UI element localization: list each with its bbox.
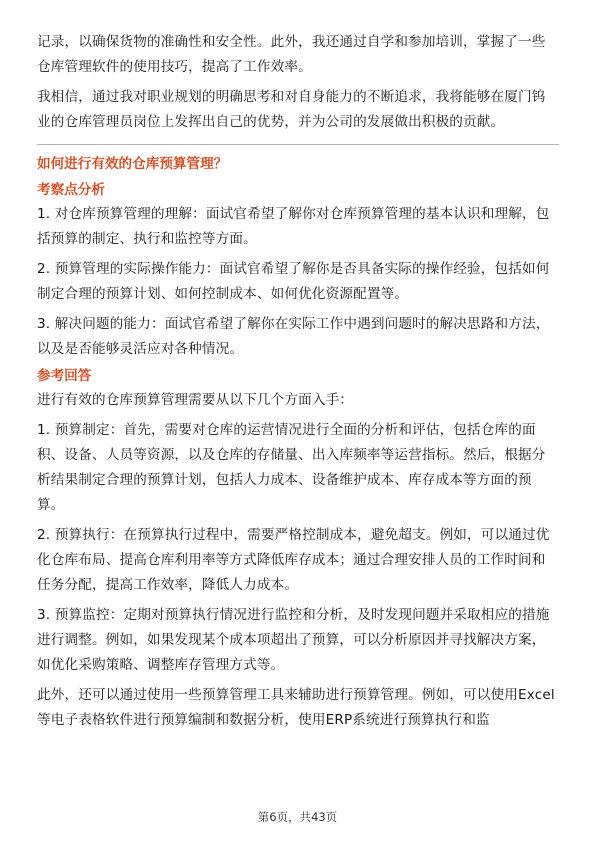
answer-heading: 参考回答	[37, 368, 92, 384]
intro-paragraph: 记录，以确保货物的准确性和安全性。此外，我还通过自学和参加培训，掌握了一些仓库管理软件的使用技巧，提高了工作效率。	[37, 34, 546, 75]
analysis-item: 2. 预算管理的实际操作能力：面试官希望了解你是否具备实际的操作经验，包括如何制定合理的预算计划、如何控制成本、如何优化资源配置等。	[37, 261, 550, 302]
answer-item: 3. 预算监控：定期对预算执行情况进行监控和分析，及时发现问题并采取相应的措施进行调整。例如，如果发现某个成本项超出了预算，可以分析原因并寻找解决方案，如优化采购策略、调整库存管理方式等。	[37, 607, 550, 673]
intro-paragraph: 我相信，通过我对职业规划的明确思考和对自身能力的不断追求，我将能够在厦门钨业的仓库管理员岗位上发挥出自己的优势，并为公司的发展做出积极的贡献。	[37, 89, 546, 130]
page-number: 第6页，共43页	[257, 810, 338, 824]
answer-intro: 进行有效的仓库预算管理需要从以下几个方面入手：	[37, 392, 354, 408]
answer-item: 2. 预算执行：在预算执行过程中，需要严格控制成本，避免超支。例如，可以通过优化仓库布局、提高仓库利用率等方式降低库存成本；通过合理安排人员的工作时间和任务分配，提高工作效率，降低人力成本。	[37, 527, 550, 593]
answer-closing: 此外，还可以通过使用一些预算管理工具来辅助进行预算管理。例如，可以使用Excel等电子表格软件进行预算编制和数据分析，使用ERP系统进行预算执行和监	[37, 687, 555, 728]
question-title: 如何进行有效的仓库预算管理？	[37, 156, 228, 172]
analysis-item: 3. 解决问题的能力：面试官希望了解你在实际工作中遇到问题时的解决思路和方法，以及是否能够灵活应对各种情况。	[37, 316, 550, 357]
page-content	[37, 30, 559, 733]
answer-item: 1. 预算制定：首先，需要对仓库的运营情况进行全面的分析和评估，包括仓库的面积、设备、人员等资源，以及仓库的存储量、出入库频率等运营指标。然后，根据分析结果制定合理的预算计划，包括人力成本、设备维护成本、库存成本等方面的预算。	[37, 422, 546, 513]
analysis-item: 1. 对仓库预算管理的理解：面试官希望了解你对仓库预算管理的基本认识和理解，包括预算的制定、执行和监控等方面。	[37, 206, 550, 247]
analysis-heading: 考察点分析	[37, 182, 105, 198]
section-divider	[37, 144, 559, 145]
